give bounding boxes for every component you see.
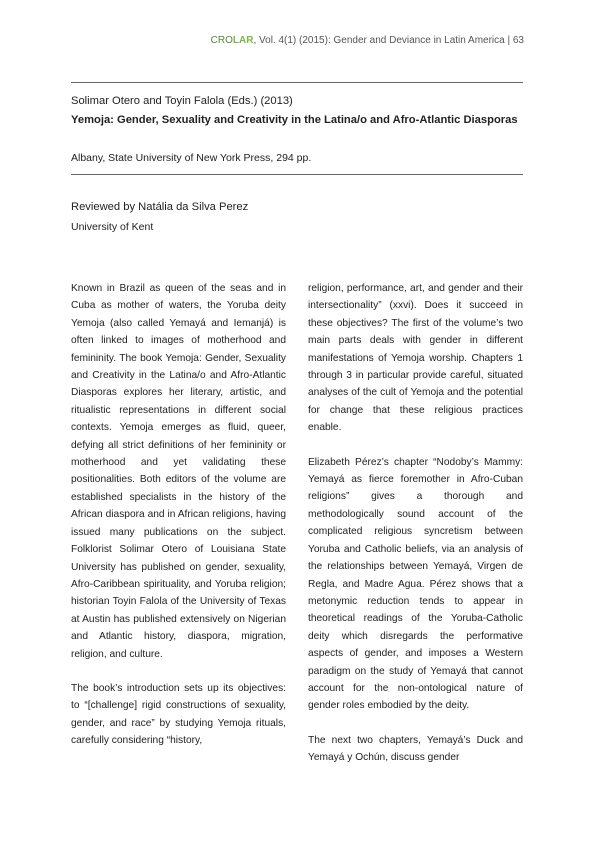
book-title: Yemoja: Gender, Sexuality and Creativity in the Latina/o and Afro-Atlantic Diasporas: [71, 114, 518, 126]
journal-name-lar: LAR: [232, 35, 254, 46]
reviewer-affiliation: University of Kent: [71, 221, 154, 233]
running-header: [211, 35, 524, 46]
citation-text: , Vol. 4(1) (2015): Gender and Deviance in Latin America | 63: [253, 35, 524, 46]
left-column: [71, 280, 286, 767]
body-paragraph: The next two chapters, Yemayá’s Duck and Yemayá y Ochún, discuss gender: [308, 734, 523, 764]
book-editors: Solimar Otero and Toyin Falola (Eds.) (2013): [71, 95, 293, 107]
body-paragraph: Elizabeth Pérez’s chapter “Nodoby’s Mammy: Yemayá as fierce foremother in Afro-Cuban religions” gives a thorough and methodologically sound account of the complicated religious syncretism between Yoruba and Catholic beliefs, via an analysis of the relationships between Yemayá, Virgen de Regla, and Madre Agua. Pérez shows that a metonymic reduction tends to appear in theoretical readings of the Yoruba-Catholic deity which disregards the performative aspects of gender, and imposes a Western paradigm on the study of Yemayá that cannot account for the non-ontological nature of gender roles embodied by the deity.: [308, 456, 523, 712]
top-divider: [71, 82, 523, 83]
journal-name-cro: CRO: [210, 35, 233, 46]
reviewer-name: Reviewed by Natália da Silva Perez: [71, 201, 249, 213]
bottom-divider: [71, 174, 523, 175]
right-column: [308, 280, 523, 784]
body-paragraph: religion, performance, art, and gender and their intersectionality” (xxvi). Does it succeed in these objectives? The first of the volume’s two main parts deals with gender in different manifestations of Yemoja worship. Chapters 1 through 3 in particular provide careful, situated analyses of the cult of Yemoja and the potential for change that these religious practices enable.: [308, 283, 523, 434]
body-paragraph: Known in Brazil as queen of the seas and in Cuba as mother of waters, the Yoruba deity Yemoja (also called Yemayá and Iemanjá) is often linked to images of motherhood and femininity. The book Yemoja: Gender, Sexuality and Creativity in the Latina/o and Afro-Atlantic Diasporas explores her literary, artistic, and ritualistic representations in different social contexts. Yemoja emerges as fluid, queer, defying all strict definitions of her femininity or motherhood and yet validating these positionalities. Both editors of the volume are established specialists in the history of the African diaspora and in African religions, having issued many publications on the subject. Folklorist Solimar Otero of Louisiana State University has published on gender, sexuality, Afro-Caribbean spirituality, and Yoruba religion; historian Toyin Falola of the University of Texas at Austin has published extensively on Nigerian and Atlantic history, diaspora, migration, religion, and culture.: [71, 283, 286, 660]
book-publisher: Albany, State University of New York Press, 294 pp.: [71, 152, 312, 164]
body-paragraph: The book’s introduction sets up its objectives: to “[challenge] rigid constructions of sexuality, gender, and race” by studying Yemoja rituals, carefully considering “history,: [71, 682, 286, 747]
